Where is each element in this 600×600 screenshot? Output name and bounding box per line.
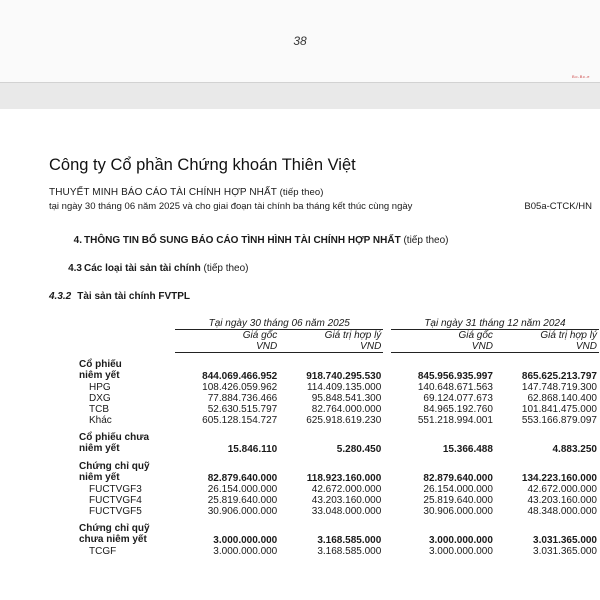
group-label: Chứng chỉ quỹ <box>79 460 150 472</box>
item-value: 52.630.515.797 <box>207 403 278 415</box>
group-label: Cổ phiếu <box>79 358 122 370</box>
report-title-text: THUYẾT MINH BÁO CÁO TÀI CHÍNH HỢP NHẤT <box>49 187 277 198</box>
section-4-3-heading <box>49 263 249 274</box>
group-label: niêm yết <box>79 443 120 454</box>
item-value: 33.048.000.000 <box>311 505 382 517</box>
group-total-value: 82.879.640.000 <box>423 472 493 484</box>
item-value: 26.154.000.000 <box>207 483 278 495</box>
group-label: niêm yết <box>79 472 120 483</box>
item-label: DXG <box>89 392 111 404</box>
section-4-3-2-title: Tài sản tài chính FVTPL <box>77 291 191 302</box>
group-total-value: 134.223.160.000 <box>521 472 597 484</box>
document-page <box>0 109 600 600</box>
group-total-value: 918.740.295.530 <box>306 370 382 382</box>
unit-label: VND <box>279 341 383 353</box>
period-header-2024: Tại ngày 31 tháng 12 năm 2024 <box>391 315 599 330</box>
item-label: TCB <box>89 403 109 415</box>
section-4-3-continued: (tiếp theo) <box>203 263 249 274</box>
item-label: TCGF <box>89 545 117 557</box>
group-label-row <box>79 353 599 371</box>
section-4-3-number: 4.3 <box>68 263 82 274</box>
page-gap <box>0 83 600 109</box>
section-4-3-title: Các loại tài sản tài chính <box>84 263 201 274</box>
group-total-value: 15.366.488 <box>442 443 493 455</box>
item-value: 551.218.994.001 <box>417 414 493 426</box>
group-total-row <box>79 534 599 546</box>
item-value: 42.672.000.000 <box>311 483 382 495</box>
col-header-fair-2025: Giá trị hợp lý <box>324 330 382 341</box>
group-label-row <box>79 517 599 535</box>
table-row <box>79 484 599 495</box>
item-value: 147.748.719.300 <box>521 381 597 393</box>
section-4-heading <box>49 235 449 246</box>
table-row <box>79 495 599 506</box>
group-total-value: 15.846.110 <box>227 443 278 455</box>
group-total-value: 4.883.250 <box>552 443 597 455</box>
group-label: Chứng chỉ quỹ <box>79 522 150 534</box>
group-total-value: 844.069.466.952 <box>202 370 278 382</box>
group-total-value: 3.000.000.000 <box>428 534 493 546</box>
item-value: 3.000.000.000 <box>213 545 278 557</box>
item-value: 84.965.192.760 <box>423 403 493 415</box>
item-value: 114.409.135.000 <box>306 381 382 393</box>
page-number: 38 <box>293 34 307 48</box>
col-header-cost-2025: Giá gốc <box>242 330 278 341</box>
item-value: 95.848.541.300 <box>311 392 382 404</box>
previous-page-footer <box>0 0 600 83</box>
item-label: HPG <box>89 381 111 393</box>
item-label: FUCTVGF4 <box>89 494 142 506</box>
report-period: tại ngày 30 tháng 06 năm 2025 và cho giai đoạn tài chính ba tháng kết thúc cùng ngày <box>49 201 413 212</box>
item-value: 3.168.585.000 <box>317 545 382 557</box>
item-value: 48.348.000.000 <box>527 505 597 517</box>
fvtpl-table <box>79 315 599 557</box>
company-name: Công ty Cổ phần Chứng khoán Thiên Việt <box>49 156 356 174</box>
group-label: Cổ phiếu chưa <box>79 431 150 443</box>
group-label: niêm yết <box>79 370 120 381</box>
table-row <box>79 404 599 415</box>
unit-label: VND <box>175 341 279 353</box>
item-value: 553.166.879.097 <box>521 414 597 426</box>
item-value: 30.906.000.000 <box>423 505 493 517</box>
col-header-cost-2024: Giá gốc <box>458 330 493 341</box>
corner-mark: Bo-Bc-e <box>572 74 590 79</box>
fvtpl-table-body <box>79 353 599 557</box>
table-row <box>79 506 599 517</box>
table-row <box>79 382 599 393</box>
group-label-row <box>79 426 599 444</box>
unit-label: VND <box>495 341 599 353</box>
section-4-3-2-heading <box>49 291 190 302</box>
form-code: B05a-CTCK/HN <box>524 201 592 212</box>
group-total-row <box>79 370 599 382</box>
section-4-continued: (tiếp theo) <box>403 235 449 246</box>
table-row <box>79 546 599 557</box>
group-total-value: 82.879.640.000 <box>207 472 278 484</box>
item-value: 26.154.000.000 <box>423 483 493 495</box>
group-total-row <box>79 472 599 484</box>
group-total-value: 3.000.000.000 <box>213 534 278 546</box>
item-value: 25.819.640.000 <box>207 494 278 506</box>
item-value: 62.868.140.400 <box>527 392 597 404</box>
group-total-value: 118.923.160.000 <box>306 472 382 484</box>
item-value: 140.648.671.563 <box>417 381 493 393</box>
item-value: 25.819.640.000 <box>423 494 493 506</box>
unit-label: VND <box>391 341 495 353</box>
group-total-row <box>79 443 599 455</box>
item-value: 605.128.154.727 <box>202 414 278 426</box>
table-row <box>79 393 599 404</box>
item-label: FUCTVGF3 <box>89 483 142 495</box>
item-value: 77.884.736.466 <box>207 392 278 404</box>
report-title-continued: (tiếp theo) <box>279 187 324 198</box>
group-total-value: 3.168.585.000 <box>317 534 382 546</box>
item-value: 30.906.000.000 <box>207 505 278 517</box>
period-header-2025: Tại ngày 30 tháng 06 năm 2025 <box>175 315 383 330</box>
item-value: 69.124.077.673 <box>423 392 493 404</box>
item-value: 108.426.059.962 <box>202 381 278 393</box>
group-total-value: 5.280.450 <box>336 443 382 455</box>
item-value: 3.000.000.000 <box>428 545 493 557</box>
item-value: 43.203.160.000 <box>311 494 382 506</box>
group-total-value: 865.625.213.797 <box>521 370 597 382</box>
item-label: FUCTVGF5 <box>89 505 142 517</box>
item-value: 101.841.475.000 <box>521 403 597 415</box>
section-4-title: THÔNG TIN BỔ SUNG BÁO CÁO TÌNH HÌNH TÀI CHÍNH HỢP NHẤT <box>84 235 401 246</box>
item-value: 42.672.000.000 <box>527 483 597 495</box>
col-header-fair-2024: Giá trị hợp lý <box>540 330 597 341</box>
item-value: 43.203.160.000 <box>527 494 597 506</box>
group-label-row <box>79 455 599 473</box>
item-label: Khác <box>89 414 112 426</box>
report-title <box>49 187 324 198</box>
item-value: 3.031.365.000 <box>533 545 597 557</box>
group-total-value: 3.031.365.000 <box>533 534 597 546</box>
section-4-3-2-number: 4.3.2 <box>49 291 72 302</box>
section-4-number: 4. <box>73 235 82 246</box>
group-total-value: 845.956.935.997 <box>417 370 493 382</box>
item-value: 625.918.619.230 <box>306 414 382 426</box>
group-label: chưa niêm yết <box>79 534 147 545</box>
item-value: 82.764.000.000 <box>311 403 382 415</box>
table-row <box>79 415 599 426</box>
